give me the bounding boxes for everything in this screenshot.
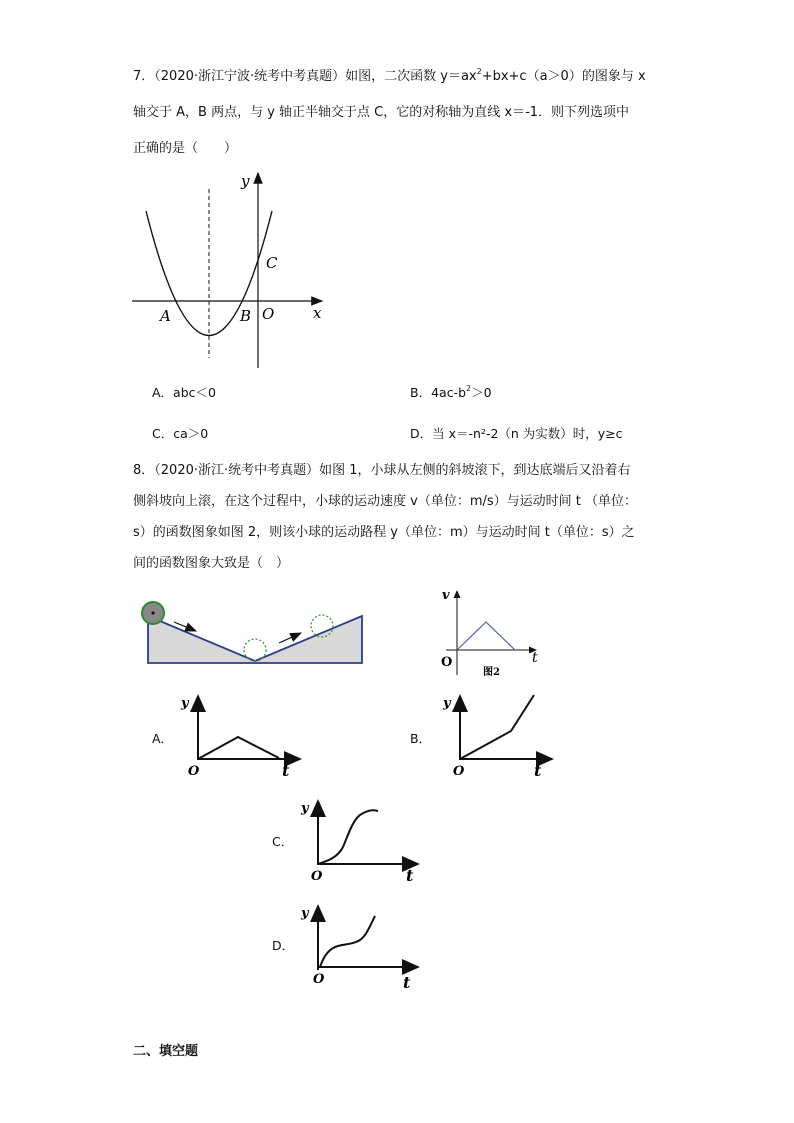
q7-line-1: 7．（2020·浙江宁波·统考中考真题）如图，二次函数 $y=ax^2+bx+c(a>0)$的图象与 x: [133, 67, 646, 84]
origin-label: O: [441, 655, 453, 670]
q8-option-b-label[interactable]: B．: [410, 731, 432, 746]
origin-label: O: [453, 764, 465, 779]
q8-line-1: 8．（2020·浙江·统考中考真题）如图 1，小球从左侧的斜坡滚下，到达底端后又沿着右: [133, 463, 631, 478]
t-axis-label: t: [406, 866, 414, 885]
y-axis-label: y: [301, 906, 309, 921]
origin-label: O: [188, 764, 200, 779]
q7-line-3: 正确的是（ ）: [133, 141, 238, 156]
q8-line-2: 侧斜坡向上滚，在这个过程中，小球的运动速度 v（单位：m/s）与运动时间 t （单位：: [133, 494, 638, 509]
ball-center-dot: [151, 611, 154, 614]
q7-option-c[interactable]: C．ca＞0: [152, 426, 209, 441]
q8-option-a-graph[interactable]: [178, 690, 303, 782]
ball-bottom-ghost: [244, 639, 266, 661]
distance-curve: [318, 810, 378, 864]
figure-2-caption: 图2: [483, 667, 500, 678]
arrow-up-icon: [279, 633, 301, 643]
q8-line-4: 间的函数图象大致是（ ）: [133, 556, 290, 571]
q8-option-b-graph[interactable]: [440, 690, 555, 782]
v-axis-label: v: [442, 588, 450, 603]
t-axis-label: t: [532, 650, 538, 666]
origin-label: O: [313, 972, 325, 987]
origin-label: O: [311, 869, 323, 884]
distance-curve: [198, 737, 279, 759]
t-axis-label: t: [282, 761, 290, 780]
q7-option-d[interactable]: D．当 x＝-n²-2（n 为实数）时，y≥c: [410, 426, 623, 441]
q7-line-2: 轴交于 A，B 两点，与 y 轴正半轴交于点 C，它的对称轴为直线 x＝-1．则下列选项中: [133, 105, 630, 120]
v-shaped-ramp: [148, 616, 362, 663]
velocity-curve: [457, 622, 515, 650]
point-b-label: B: [240, 307, 252, 325]
t-axis-label: t: [534, 761, 542, 780]
distance-curve: [460, 695, 534, 759]
y-axis-label: y: [181, 696, 189, 711]
q7-parabola-graph: [128, 165, 338, 375]
section-title: 二、填空题: [133, 1044, 199, 1059]
point-c-label: C: [266, 254, 278, 272]
q7-option-b[interactable]: B．$4ac-b^2>0$: [410, 384, 492, 400]
y-axis-label: y: [301, 801, 309, 816]
q8-line-3: s）的函数图象如图 2，则该小球的运动路程 y（单位：m）与运动时间 t（单位：s）之: [133, 525, 635, 540]
q8-option-d-label[interactable]: D．: [272, 938, 295, 953]
origin-label: O: [262, 305, 275, 323]
q8-option-c-graph[interactable]: [298, 795, 423, 887]
q8-option-d-graph[interactable]: [298, 900, 423, 992]
t-axis-label: t: [403, 973, 411, 992]
point-a-label: A: [160, 307, 171, 325]
x-axis-label: x: [313, 304, 322, 322]
q7-option-a[interactable]: A．abc＜0: [152, 385, 216, 400]
distance-curve: [320, 916, 375, 967]
y-axis-label: y: [443, 696, 451, 711]
q8-option-a-label[interactable]: A．: [152, 731, 174, 746]
q8-option-c-label[interactable]: C．: [272, 834, 294, 849]
y-axis-label: y: [241, 172, 250, 190]
q8-figure-2-vt-graph: [408, 585, 548, 680]
q8-figure-1-slopes: [138, 596, 368, 670]
